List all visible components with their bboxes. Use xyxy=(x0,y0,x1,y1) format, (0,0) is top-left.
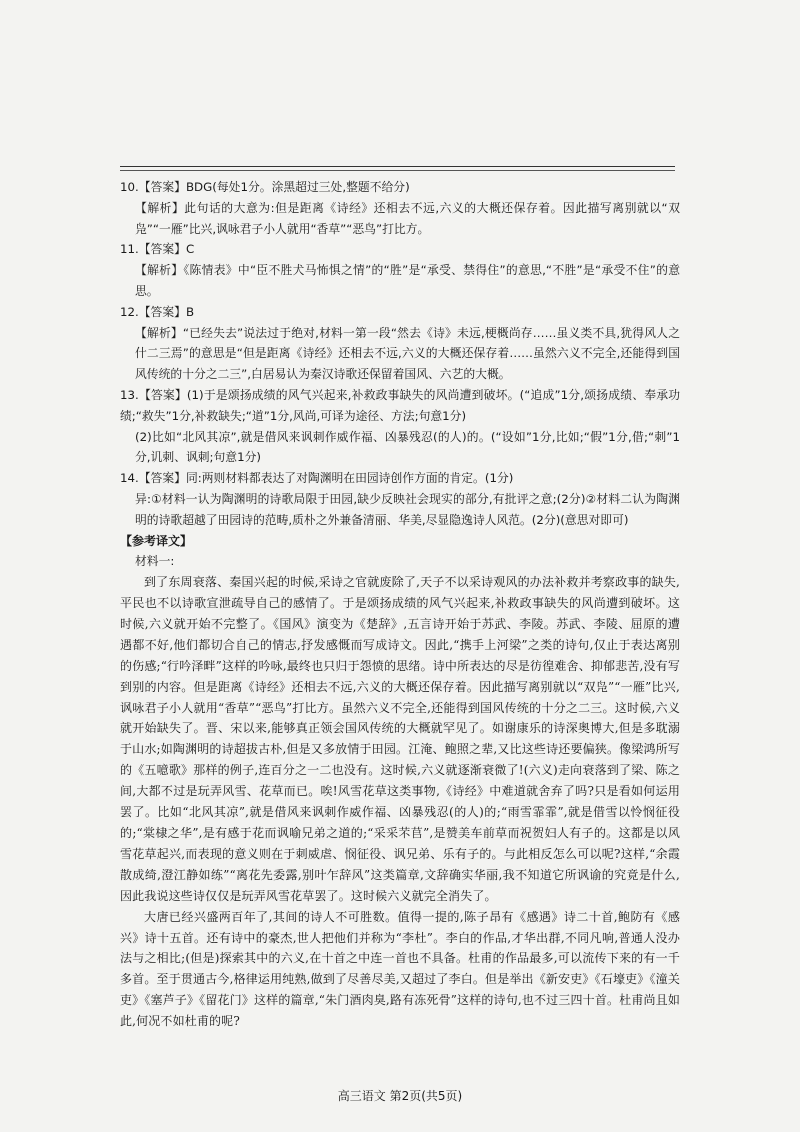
translation-paragraph: 大唐已经兴盛两百年了,其间的诗人不可胜数。值得一提的,陈子昂有《感遇》诗二十首,鲍防有《感兴》诗十五首。还有诗中的豪杰,世人把他们并称为“李杜”。李白的作品,才华出群,不同凡响,普通人没办法与之相比;(但是)探索其中的六义,在十首之中连一首也不具备。杜甫的作品最多,可以流传下来的有一千多首。至于贯通古今,格律运用纯熟,做到了尽善尽美,又超过了李白。但是举出《新安吏》《石壕吏》《潼关吏》《塞芦子》《留花门》这样的篇章,“朱门酒肉臭,路有冻死骨”这样的诗句,也不过三四十首。杜甫尚且如此,何况不如杜甫的呢? xyxy=(120,909,680,1029)
header-rule-thin xyxy=(120,170,675,171)
reference-heading: 【参考译文】 xyxy=(120,533,193,548)
q10-answer: 10.【答案】BDG(每处1分。涂黑超过三处,整题不给分) xyxy=(120,180,410,194)
q14-answer: 14.【答案】同:两则材料都表达了对陶渊明在田园诗创作方面的肯定。(1分) xyxy=(120,471,514,486)
q14-diff: 异:①材料一认为陶渊明的诗歌局限于田园,缺少反映社会现实的部分,有批评之意;(2分)②材料二认为陶渊明的诗歌超越了田园诗的范畴,质朴之外兼备清丽、华美,尽显隐逸诗人风范。(2分)(意思对即可) xyxy=(135,491,680,527)
q10-analysis: 【解析】此句话的大意为:但是距离《诗经》还相去不远,六义的大概还保存着。因此描写离别就以“双凫”“一雁”比兴,讽咏君子小人就用“香草”“恶鸟”打比方。 xyxy=(135,200,680,236)
q13-answer: 13.【答案】(1)于是颂扬成绩的风气兴起来,补救政事缺失的风尚遭到破坏。(“追成”1分,颂扬成绩、奉承功绩;“救失”1分,补救缺失;“道”1分,风尚,可译为途径、方法;句意1分) xyxy=(120,387,680,423)
q11-analysis: 【解析】《陈情表》中“臣不胜犬马怖惧之情”的“胜”是“承受、禁得住”的意思,“不胜”是“承受不住”的意思。 xyxy=(135,263,680,298)
q12-analysis: 【解析】“已经失去”说法过于绝对,材料一第一段“然去《诗》未远,梗概尚存……虽义类不具,犹得风人之什二三焉”的意思是“但是距离《诗经》还相去不远,六义的大概还保存着……虽然六义不完全,还能得到国风传统的十分之二三”,白居易认为秦汉诗歌还保留着国风、六艺的大概。 xyxy=(135,325,680,382)
faded-header-mark xyxy=(190,153,270,161)
header-rule-thick xyxy=(120,166,675,167)
q12-answer: 12.【答案】B xyxy=(120,304,195,319)
q11-answer: 11.【答案】C xyxy=(120,242,195,257)
translation-paragraph: 到了东周衰落、秦国兴起的时候,采诗之官就废除了,天子不以采诗观风的办法补救并考察政事的缺失,平民也不以诗歌宣泄疏导自己的感情了。于是颂扬成绩的风气兴起来,补救政事缺失的风尚遭到破坏。这时候,六义就开始不完整了。《国风》演变为《楚辞》,五言诗开始于苏武、李陵。苏武、李陵、屈原的遭遇都不好,他们都切合自己的情志,抒发感慨而写成诗文。因此,“携手上河梁”之类的诗句,仅止于表达离别的伤感;“行吟泽畔”这样的吟咏,最终也只归于怨愤的思绪。诗中所表达的尽是彷徨难舍、抑郁悲苦,没有写到别的内容。但是距离《诗经》还相去不远,六义的大概还保存着。因此描写离别就以“双凫”“一雁”比兴,讽咏君子小人就用“香草”“恶鸟”打比方。虽然六义不完全,还能得到国风传统的十分之二三。这时候,六义就开始缺失了。晋、宋以来,能够真正领会国风传统的大概就罕见了。如谢康乐的诗深奥博大,但是多耽溺于山水;如陶渊明的诗超拔古朴,但是又多放情于田园。江淹、鲍照之辈,又比这些诗还要偏狭。像梁鸿所写的《五噫歌》那样的例子,连百分之一二也没有。这时候,六义就逐渐衰微了!(六义)走向衰落到了梁、陈之间,大都不过是玩弄风雪、花草而已。唉!风雪花草这类事物,《诗经》中难道就舍弃了吗?只是看如何运用罢了。比如“北风其凉”,就是借风来讽刺作威作福、凶暴残忍(的人)的;“雨雪霏霏”,就是借雪以怜悯征役的;“棠棣之华”,是有感于花而讽喻兄弟之道的;“采采芣苢”,是赞美车前草而祝贺妇人有子的。这都是以风雪花草起兴,而表现的意义则在于刺威虐、悯征役、讽兄弟、乐有子的。与此相反怎么可以呢?这样,“余霞散成绮,澄江静如练”“离花先委露,别叶乍辞风”这类篇章,文辞确实华丽,我不知道它所讽谕的究竟是什么,因此我说这些诗仅仅是玩弄风雪花草罢了。这时候六义就完全消失了。 xyxy=(120,575,680,903)
material1-label: 材料一: xyxy=(135,554,175,569)
page-footer: 高三语文 第2页(共5页) xyxy=(337,1089,463,1103)
q13-part2: (2)比如“北风其凉”,就是借风来讽刺作威作福、凶暴残忍(的人)的。(“设如”1分,比如;“假”1分,借;“刺”1分,讥刺、讽刺;句意1分) xyxy=(135,429,680,465)
answer-content xyxy=(120,177,680,1032)
